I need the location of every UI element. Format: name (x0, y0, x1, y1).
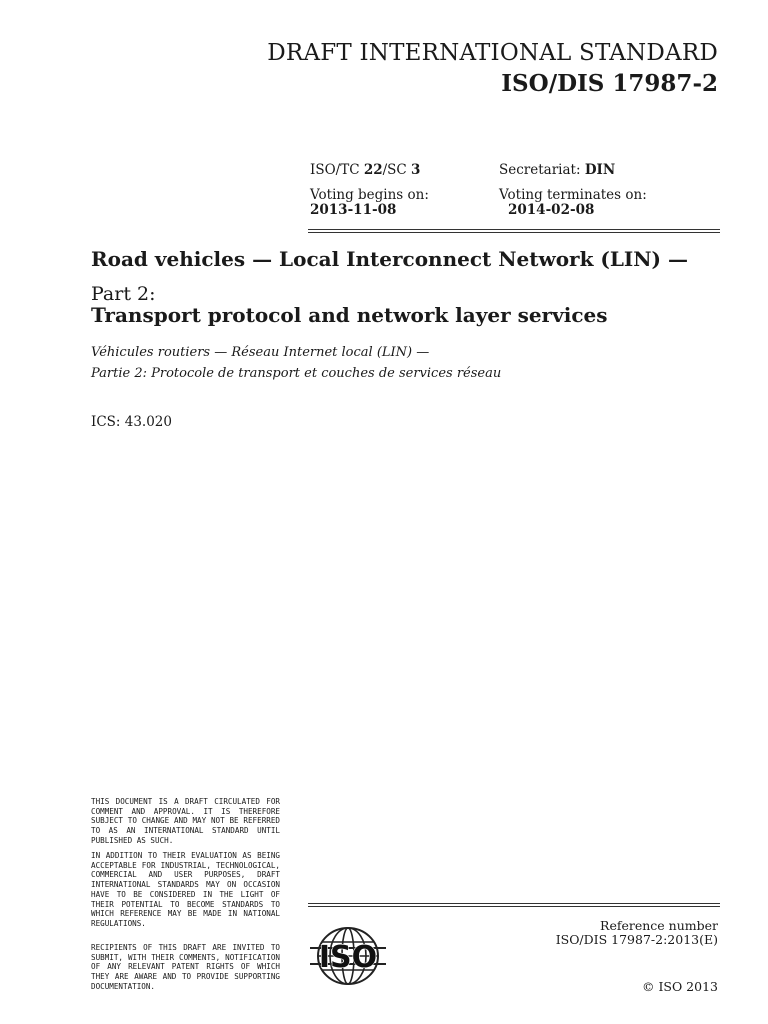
part-title: Transport protocol and network layer services (91, 303, 608, 327)
notice-paragraph-1: THIS DOCUMENT IS A DRAFT CIRCULATED FOR COMMENT AND APPROVAL. IT IS THEREFORE SUBJECT TO CHANGE AND MAY NOT BE REFERRED TO AS AN INTERNATIONAL STANDARD UNTIL PUBLISHED AS SUCH. (91, 797, 280, 845)
committee-reference (310, 162, 420, 178)
notice-paragraph-2: IN ADDITION TO THEIR EVALUATION AS BEING ACCEPTABLE FOR INDUSTRIAL, TECHNOLOGICAL, COMMERCIAL AND USER PURPOSES, DRAFT INTERNATIONAL STANDARDS MAY ON OCCASION HAVE TO BE CONSIDERED IN THE LIGHT OF THEIR POTENTIAL TO BECOME STANDARDS TO WHICH REFERENCE MAY BE MADE IN NATIONAL REGULATIONS. (91, 851, 280, 928)
reference-number-label: Reference number (600, 918, 718, 933)
ics-code: ICS: 43.020 (91, 414, 172, 430)
voting-begins-date: 2013-11-08 (310, 202, 397, 218)
document-type-heading: DRAFT INTERNATIONAL STANDARD (267, 40, 718, 66)
committee-prefix: ISO/TC (310, 162, 364, 178)
secretariat (499, 162, 615, 178)
main-title: Road vehicles — Local Interconnect Network (LIN) — (91, 247, 688, 271)
header-rule-top (308, 229, 720, 230)
voting-terminates-date: 2014-02-08 (508, 202, 595, 218)
french-main-title: Véhicules routiers — Réseau Internet local (LIN) — (91, 345, 430, 360)
reference-number-value: ISO/DIS 17987-2:2013(E) (555, 932, 718, 947)
iso-logo-text: ISO (318, 940, 378, 975)
secretariat-label: Secretariat: (499, 162, 585, 178)
secretariat-value: DIN (584, 162, 616, 178)
tc-number: 22 (363, 162, 383, 178)
document-number-heading: ISO/DIS 17987-2 (501, 70, 718, 97)
footer-rule-bottom (308, 906, 720, 907)
footer-rule-top (308, 903, 720, 904)
voting-terminates-label: Voting terminates on: (499, 187, 647, 203)
header-rule-bottom (308, 232, 720, 233)
iso-logo-icon (310, 925, 386, 987)
sc-number: 3 (411, 162, 421, 178)
notice-paragraph-3: RECIPIENTS OF THIS DRAFT ARE INVITED TO SUBMIT, WITH THEIR COMMENTS, NOTIFICATION OF ANY RELEVANT PATENT RIGHTS OF WHICH THEY ARE AWARE AND TO PROVIDE SUPPORTING DOCUMENTATION. (91, 943, 280, 991)
copyright-notice: © ISO 2013 (641, 979, 718, 994)
part-label: Part 2: (91, 283, 156, 305)
sc-prefix: /SC (382, 162, 412, 178)
voting-begins-label: Voting begins on: (310, 187, 429, 203)
french-part-title: Partie 2: Protocole de transport et couches de services réseau (91, 366, 502, 381)
